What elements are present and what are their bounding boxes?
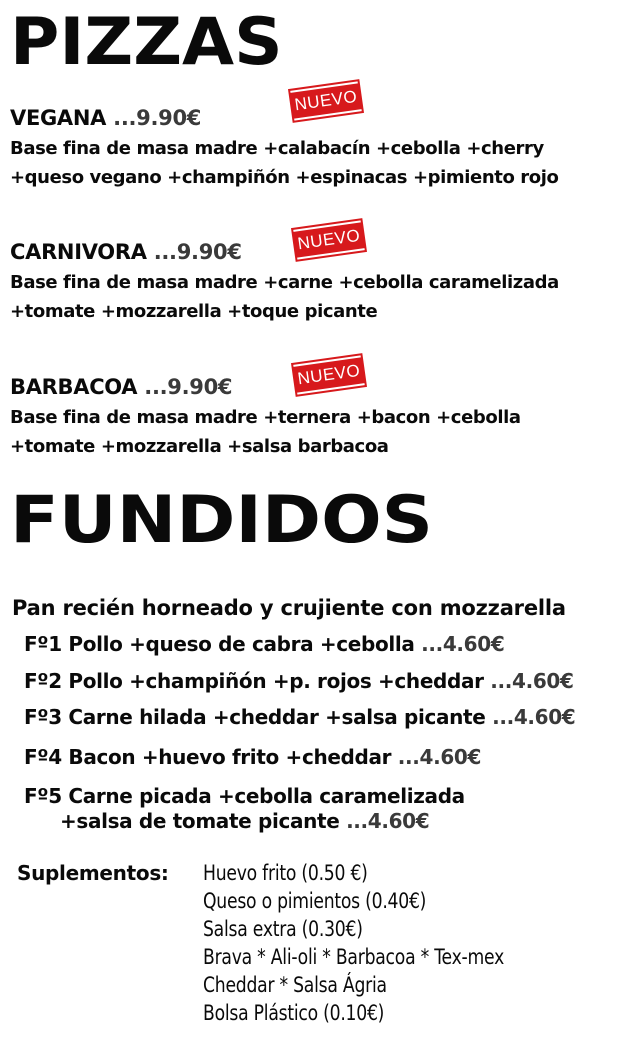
suplemento-line: Queso o pimientos (0.40€) [203,889,427,913]
fundido-text: Fº3 Carne hilada +cheddar +salsa picante [24,705,486,729]
pizza-barbacoa-title [10,375,232,399]
suplemento-line: Brava * Ali-oli * Barbacoa * Tex-mex [203,945,505,969]
fundido-item [24,705,575,729]
fundido-text: +salsa de tomate picante [60,809,340,833]
fundido-text: Fº5 Carne picada +cebolla caramelizada [24,784,465,808]
fundido-price: ...4.60€ [397,745,482,769]
pizza-vegana-desc-line2: +queso vegano +champiñón +espinacas +pimiento rojo [10,167,559,188]
fundido-price: ...4.60€ [346,809,430,833]
fundido-price: ...4.60€ [490,669,574,693]
pizza-name: CARNIVORA [10,240,147,264]
fundidos-subheading: Pan recién horneado y crujiente con mozzarella [12,596,566,620]
fundidos-heading: FUNDIDOS [10,482,434,558]
fundido-text: Fº1 Pollo +queso de cabra +cebolla [24,632,415,656]
nuevo-badge: NUEVO [290,81,362,120]
suplemento-line: Cheddar * Salsa Ágria [203,973,387,997]
fundido-item [24,669,574,693]
pizzas-heading: PIZZAS [10,4,283,80]
pizza-carnivora-desc-line1: Base fina de masa madre +carne +cebolla caramelizada [10,272,559,293]
pizza-vegana-title [10,106,201,130]
fundido-price: ...4.60€ [421,632,505,656]
fundido-text: Fº4 Bacon +huevo frito +cheddar [24,745,392,769]
fundido-text: Fº2 Pollo +champiñón +p. rojos +cheddar [24,669,484,693]
suplemento-line: Huevo frito (0.50 €) [203,861,368,885]
pizza-vegana-desc-line1: Base fina de masa madre +calabacín +cebolla +cherry [10,138,544,159]
fundido-price: ...4.60€ [492,705,576,729]
nuevo-badge: NUEVO [293,355,365,394]
fundido-item [24,745,481,769]
pizza-carnivora-title [10,240,242,264]
suplementos-list [203,859,570,1027]
suplemento-line: Salsa extra (0.30€) [203,917,363,941]
pizza-carnivora-desc-line2: +tomate +mozzarella +toque picante [10,301,378,322]
suplementos-label: Suplementos: [17,861,169,885]
fundido-item [24,784,465,808]
pizza-price: ...9.90€ [113,106,202,130]
pizza-barbacoa-desc-line1: Base fina de masa madre +ternera +bacon +cebolla [10,407,521,428]
nuevo-badge: NUEVO [293,220,365,259]
fundido-item [24,632,504,656]
pizza-price: ...9.90€ [153,240,242,264]
pizza-name: BARBACOA [10,375,138,399]
pizza-price: ...9.90€ [144,375,233,399]
pizza-name: VEGANA [10,106,107,130]
fundido-item-continuation [60,809,429,833]
suplemento-line: Bolsa Plástico (0.10€) [203,1001,385,1025]
pizza-barbacoa-desc-line2: +tomate +mozzarella +salsa barbacoa [10,436,389,457]
